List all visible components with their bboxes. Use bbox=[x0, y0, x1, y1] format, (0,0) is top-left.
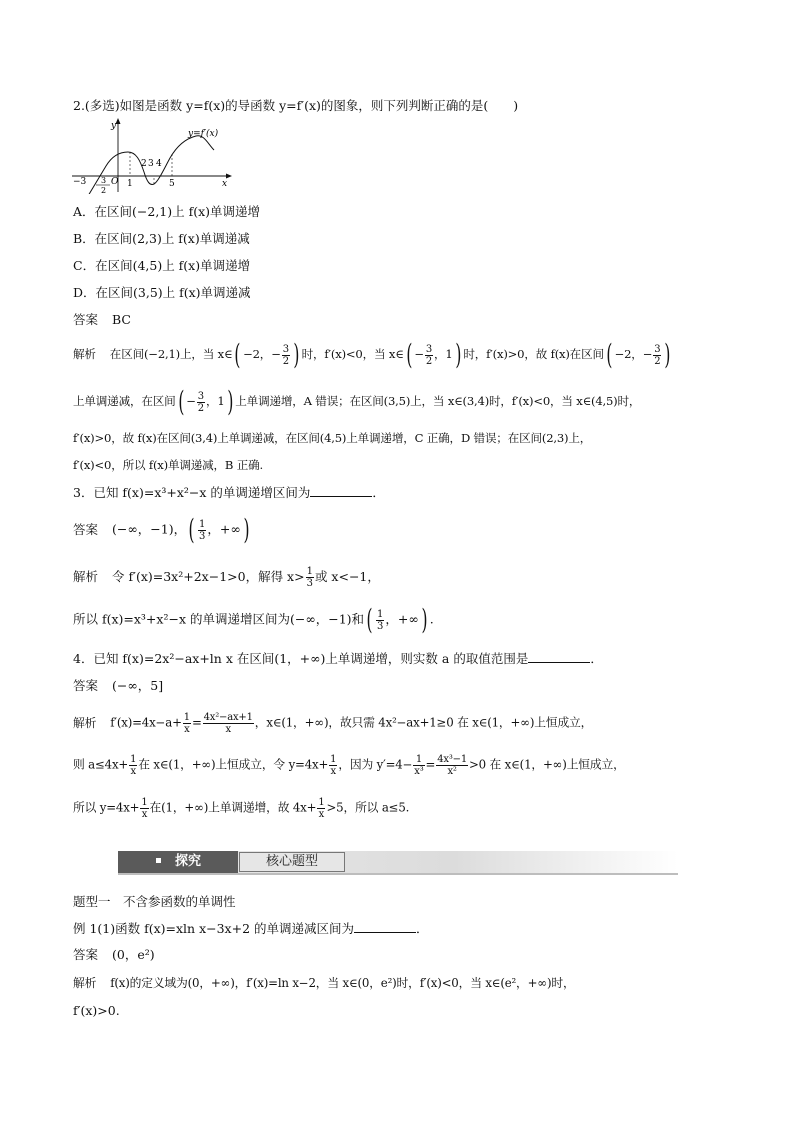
banner-light-tab: 核心题型 bbox=[239, 852, 345, 872]
banner-rule bbox=[118, 873, 678, 875]
q3-analysis-line-1: 解析 令 f′(x)=3x²+2x−1>0，解得 x> $\frac{1}{3}$ 或 x<−1， bbox=[73, 566, 380, 589]
q2-analysis-line-4: f′(x)<0，所以 f(x)单调递减，B 正确. bbox=[73, 458, 263, 472]
tick-5: 5 bbox=[169, 179, 175, 189]
q2-analysis-line-2: 上单调递减，在区间( − $\frac{3}{2}$ ，1) 上单调递增，A 错误；在区间(3,5)上，当 x∈(3,4)时，f′(x)<0，当 x∈(4,5)时， bbox=[73, 385, 641, 418]
x-axis-label: x bbox=[222, 179, 228, 189]
fraction: $\frac{1}{x}$ bbox=[130, 754, 137, 777]
example-1: 例 1(1)函数 f(x)=xln x−3x+2 的单调递减区间为 ． bbox=[73, 918, 429, 939]
fraction: $\frac{1}{x}$ bbox=[183, 712, 190, 735]
fraction: $\frac{3}{2}$ bbox=[654, 343, 661, 367]
type1-title: 题型一 不含参函数的单调性 bbox=[73, 894, 236, 909]
example-1-analysis-line-2: f′(x)>0. bbox=[73, 1003, 120, 1018]
q2-answer bbox=[73, 310, 131, 330]
q4-analysis-line-3: 所以 y=4x+ $\frac{1}{x}$ 在(1，+∞)上单调递增，故 4x+ $\frac{1}{x}$ >5，所以 a≤5. bbox=[73, 797, 410, 820]
square-bullet-icon bbox=[156, 858, 161, 863]
example-1-answer: 答案 (0，e²) bbox=[73, 947, 155, 962]
right-paren: ) bbox=[293, 338, 300, 371]
q2-option-c: C．在区间(4,5)上 f(x)单调递增 bbox=[73, 258, 251, 273]
tick-1: 1 bbox=[127, 179, 133, 189]
q2-option-d: D．在区间(3,5)上 f(x)单调递减 bbox=[73, 285, 251, 300]
answer-blank bbox=[354, 918, 416, 933]
fraction: $\frac{1}{x}$ bbox=[318, 797, 325, 820]
fraction: $\frac{\text{4x³−1}}{\text{x²}}$ bbox=[437, 754, 467, 777]
fraction: $\frac{3}{2}$ bbox=[197, 390, 204, 414]
x-axis-arrow bbox=[226, 174, 232, 179]
q2-stem: 2.(多选)如图是函数 y=f(x)的导函数 y=f′(x)的图象，则下列判断正确的是( ) bbox=[73, 98, 519, 113]
fraction: $\frac{3}{2}$ bbox=[282, 343, 289, 367]
left-paren: ( bbox=[234, 338, 241, 371]
y-axis-arrow bbox=[116, 118, 121, 124]
q2-option-b: B．在区间(2,3)上 f(x)单调递减 bbox=[73, 231, 250, 246]
banner-dark-tab: 探究 bbox=[118, 851, 238, 873]
analysis-label: 解析 bbox=[73, 347, 96, 361]
q4-analysis-line-1: 解析 f′(x)=4x−a+ $\frac{1}{x}$ = $\frac{\text{4x²−ax+1}}{x}$ ，x∈(1，+∞)，故只需 4x²−ax+1≥0 在 x∈(1，+∞)上恒成立， bbox=[73, 712, 593, 735]
q3-answer: 答案 (−∞，−1)，( $\frac{1}{3}$ ，+∞) bbox=[73, 513, 250, 546]
tick-frac-num: 3 bbox=[101, 176, 107, 185]
q4-answer: 答案 (−∞，5] bbox=[73, 678, 164, 693]
tick-frac-den: 2 bbox=[101, 186, 107, 194]
y-axis-label: y bbox=[111, 121, 117, 131]
fraction: $\frac{1}{x}$ bbox=[330, 754, 337, 777]
tick-2: 2 bbox=[141, 159, 147, 169]
q2-analysis-line-1: 解析 在区间(−2,1)上，当 x∈( −2，− $\frac{3}{2}$ ) 时，f′(x)<0，当 x∈( − $\frac{3}{2}$ ，1) 时，f′(x)>0，故 f(x)在区间( −2，− $\frac{3}{2}$ ) bbox=[73, 338, 671, 371]
q3-stem: 3．已知 f(x)=x³+x²−x 的单调递增区间为 ． bbox=[73, 482, 385, 503]
fraction: $\frac{1}{3}$ bbox=[376, 608, 384, 632]
tick-4: 4 bbox=[156, 159, 162, 169]
answer-value: BC bbox=[112, 312, 131, 327]
fraction: $\frac{1}{x}$ bbox=[141, 797, 148, 820]
curve-label: y=f′(x) bbox=[188, 129, 219, 139]
tick-3: 3 bbox=[148, 159, 154, 169]
q3-analysis-line-2: 所以 f(x)=x³+x²−x 的单调递增区间为(−∞，−1)和( $\frac{1}{3}$ ，+∞) . bbox=[73, 603, 434, 636]
answer-blank bbox=[310, 482, 372, 497]
q2-option-a: A．在区间(−2,1)上 f(x)单调递增 bbox=[73, 204, 261, 219]
fraction: $\frac{1}{3}$ bbox=[199, 518, 206, 542]
tick-m3: −3 bbox=[73, 177, 87, 187]
fraction: $\frac{1}{3}$ bbox=[306, 566, 313, 589]
q2-analysis-line-3: f′(x)>0，故 f(x)在区间(3,4)上单调递减，在区间(4,5)上单调递增，C 正确，D 错误；在区间(2,3)上， bbox=[73, 431, 592, 445]
section-banner bbox=[118, 851, 678, 873]
q4-analysis-line-2: 则 a≤4x+ $\frac{1}{x}$ 在 x∈(1，+∞)上恒成立，令 y=4x+ $\frac{1}{x}$ ，因为 y′=4− $\frac{1}{\text{x³}}$ = $\frac{\text{4x³−1}}{\text{x²}}$ >0 在 x∈(1，+∞)上恒成立， bbox=[73, 754, 625, 777]
answer-blank bbox=[528, 648, 590, 663]
answer-label: 答案 bbox=[73, 312, 99, 327]
fraction: $\frac{3}{2}$ bbox=[425, 343, 433, 367]
q4-stem: 4．已知 f(x)=2x²−ax+ln x 在区间(1，+∞)上单调递增，则实数 a 的取值范围是 ． bbox=[73, 648, 603, 669]
fraction: $\frac{\text{4x²−ax+1}}{x}$ bbox=[203, 712, 253, 735]
derivative-graph bbox=[70, 114, 235, 194]
fraction: $\frac{1}{\text{x³}}$ bbox=[414, 754, 424, 777]
origin-label: O bbox=[111, 177, 119, 187]
example-1-analysis-line-1: 解析 f(x)的定义域为(0，+∞)，f′(x)=ln x−2，当 x∈(0，e²)时，f′(x)<0，当 x∈(e²，+∞)时， bbox=[73, 976, 575, 990]
